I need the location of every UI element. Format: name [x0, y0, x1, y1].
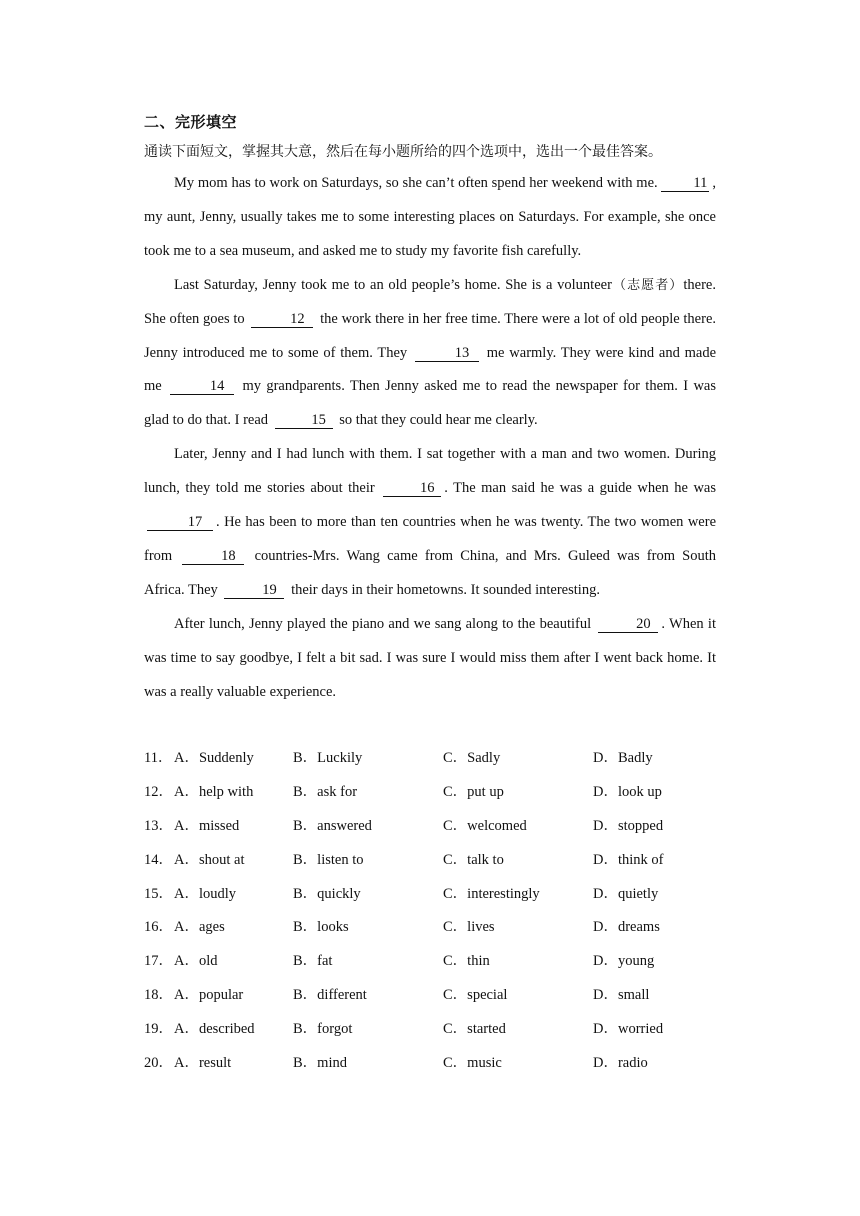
option-a: A．shout at — [174, 851, 245, 868]
option-c: C．interestingly — [443, 885, 540, 902]
question-options — [144, 742, 744, 1081]
question-row-20: 20． A．result B．mind C．music D．radio — [144, 1047, 744, 1081]
option-b: B．listen to — [293, 851, 364, 868]
question-row-15: 15． A．loudly B．quickly C．interestingly D．quietly — [144, 878, 744, 912]
option-c: C．thin — [443, 953, 490, 970]
option-b: B．Luckily — [293, 750, 363, 766]
blank-20: 20 — [598, 616, 658, 633]
option-d: D．think of — [593, 851, 664, 868]
option-d: D．Badly — [593, 750, 653, 766]
question-row-14: 14． A．shout at B．listen to C．talk to D．think of — [144, 844, 744, 878]
option-a: A．result — [174, 1055, 232, 1072]
option-c: C．music — [443, 1055, 502, 1072]
option-c: C．started — [443, 1021, 506, 1038]
option-c: C．put up — [443, 783, 504, 800]
option-c: C．talk to — [443, 851, 504, 868]
option-d: D．dreams — [593, 919, 660, 936]
passage-paragraph-3: Later, Jenny and I had lunch with them. I sat together with a man and two women. During lunch, they told me stories about their 16 . The man said he was a guide when he was 17 . He has been to more than ten countries when he was twenty. The two women were from 18 countries-Mrs. Wang came from China, and Mrs. Guleed was from South Africa. They 19 their days in their hometowns. It sounded interesting. — [144, 446, 717, 598]
question-row-11: 11． A．Suddenly B．Luckily C．Sadly D．Badly — [144, 742, 744, 776]
option-d: D．look up — [593, 783, 662, 800]
option-c: C．Sadly — [443, 750, 501, 766]
question-row-18: 18． A．popular B．different C．special D．small — [144, 979, 744, 1013]
option-a: A．popular — [174, 987, 244, 1004]
option-b: B．mind — [293, 1055, 347, 1072]
option-b: B．ask for — [293, 783, 358, 800]
question-row-16: 16． A．ages B．looks C．lives D．dreams — [144, 911, 744, 945]
chinese-gloss: （志愿者） — [611, 277, 684, 293]
option-c: C．lives — [443, 919, 495, 936]
option-a: A．described — [174, 1021, 255, 1038]
option-a: A．loudly — [174, 885, 237, 902]
option-d: D．worried — [593, 1021, 664, 1038]
option-c: C．welcomed — [443, 817, 527, 834]
option-c: C．special — [443, 987, 508, 1004]
option-a: A．help with — [174, 783, 254, 800]
blank-14: 14 — [170, 378, 234, 395]
blank-17: 17 — [147, 514, 213, 531]
option-d: D．young — [593, 953, 655, 970]
option-b: B．looks — [293, 919, 349, 936]
blank-12: 12 — [251, 311, 313, 328]
option-b: B．quickly — [293, 885, 361, 902]
blank-15: 15 — [275, 412, 333, 429]
blank-11: 11 — [661, 175, 709, 192]
blank-13: 13 — [415, 345, 479, 362]
passage-paragraph-4: After lunch, Jenny played the piano and we sang along to the beautiful 20 . When it was time to say goodbye, I felt a bit sad. I was sure I would miss them after I went back home. It was a really valuable experience. — [144, 615, 716, 700]
option-b: B．fat — [293, 953, 333, 970]
option-b: B．different — [293, 987, 367, 1004]
question-row-12: 12． A．help with B．ask for C．put up D．look up — [144, 776, 744, 810]
blank-19: 19 — [224, 582, 284, 599]
option-a: A．Suddenly — [174, 750, 254, 766]
option-b: B．answered — [293, 817, 372, 834]
question-row-17: 17． A．old B．fat C．thin D．young — [144, 945, 744, 979]
cloze-passage — [144, 167, 716, 710]
section-title: 二、完形填空 — [144, 113, 238, 131]
option-d: D．small — [593, 987, 650, 1004]
blank-16: 16 — [383, 480, 441, 497]
blank-18: 18 — [182, 548, 244, 565]
option-d: D．stopped — [593, 817, 664, 834]
passage-paragraph-2: Last Saturday, Jenny took me to an old people’s home. She is a volunteer（志愿者）there. She often goes to 12 the work there in her free time. There were a lot of old people there. Jenny introduced me to some of them. They 13 me warmly. They were kind and made me 14 my grandparents. Then Jenny asked me to read the newspaper for them. I was glad to do that. I read 15 so that they could hear me clearly. — [144, 276, 717, 429]
option-b: B．forgot — [293, 1021, 353, 1038]
option-a: A．ages — [174, 919, 225, 936]
option-a: A．missed — [174, 817, 240, 834]
instruction-text: 通读下面短文，掌握其大意，然后在每小题所给的四个选项中，选出一个最佳答案。 — [144, 144, 662, 160]
option-a: A．old — [174, 953, 218, 970]
option-d: D．radio — [593, 1055, 648, 1072]
passage-paragraph-1: My mom has to work on Saturdays, so she can’t often spend her weekend with me. 11 , my aunt, Jenny, usually takes me to some interesting places on Saturdays. For example, she once took me to a sea museum, and asked me to study my favorite fish carefully. — [144, 175, 716, 259]
question-row-19: 19． A．described B．forgot C．started D．worried — [144, 1013, 744, 1047]
question-row-13: 13． A．missed B．answered C．welcomed D．stopped — [144, 810, 744, 844]
option-d: D．quietly — [593, 885, 659, 902]
